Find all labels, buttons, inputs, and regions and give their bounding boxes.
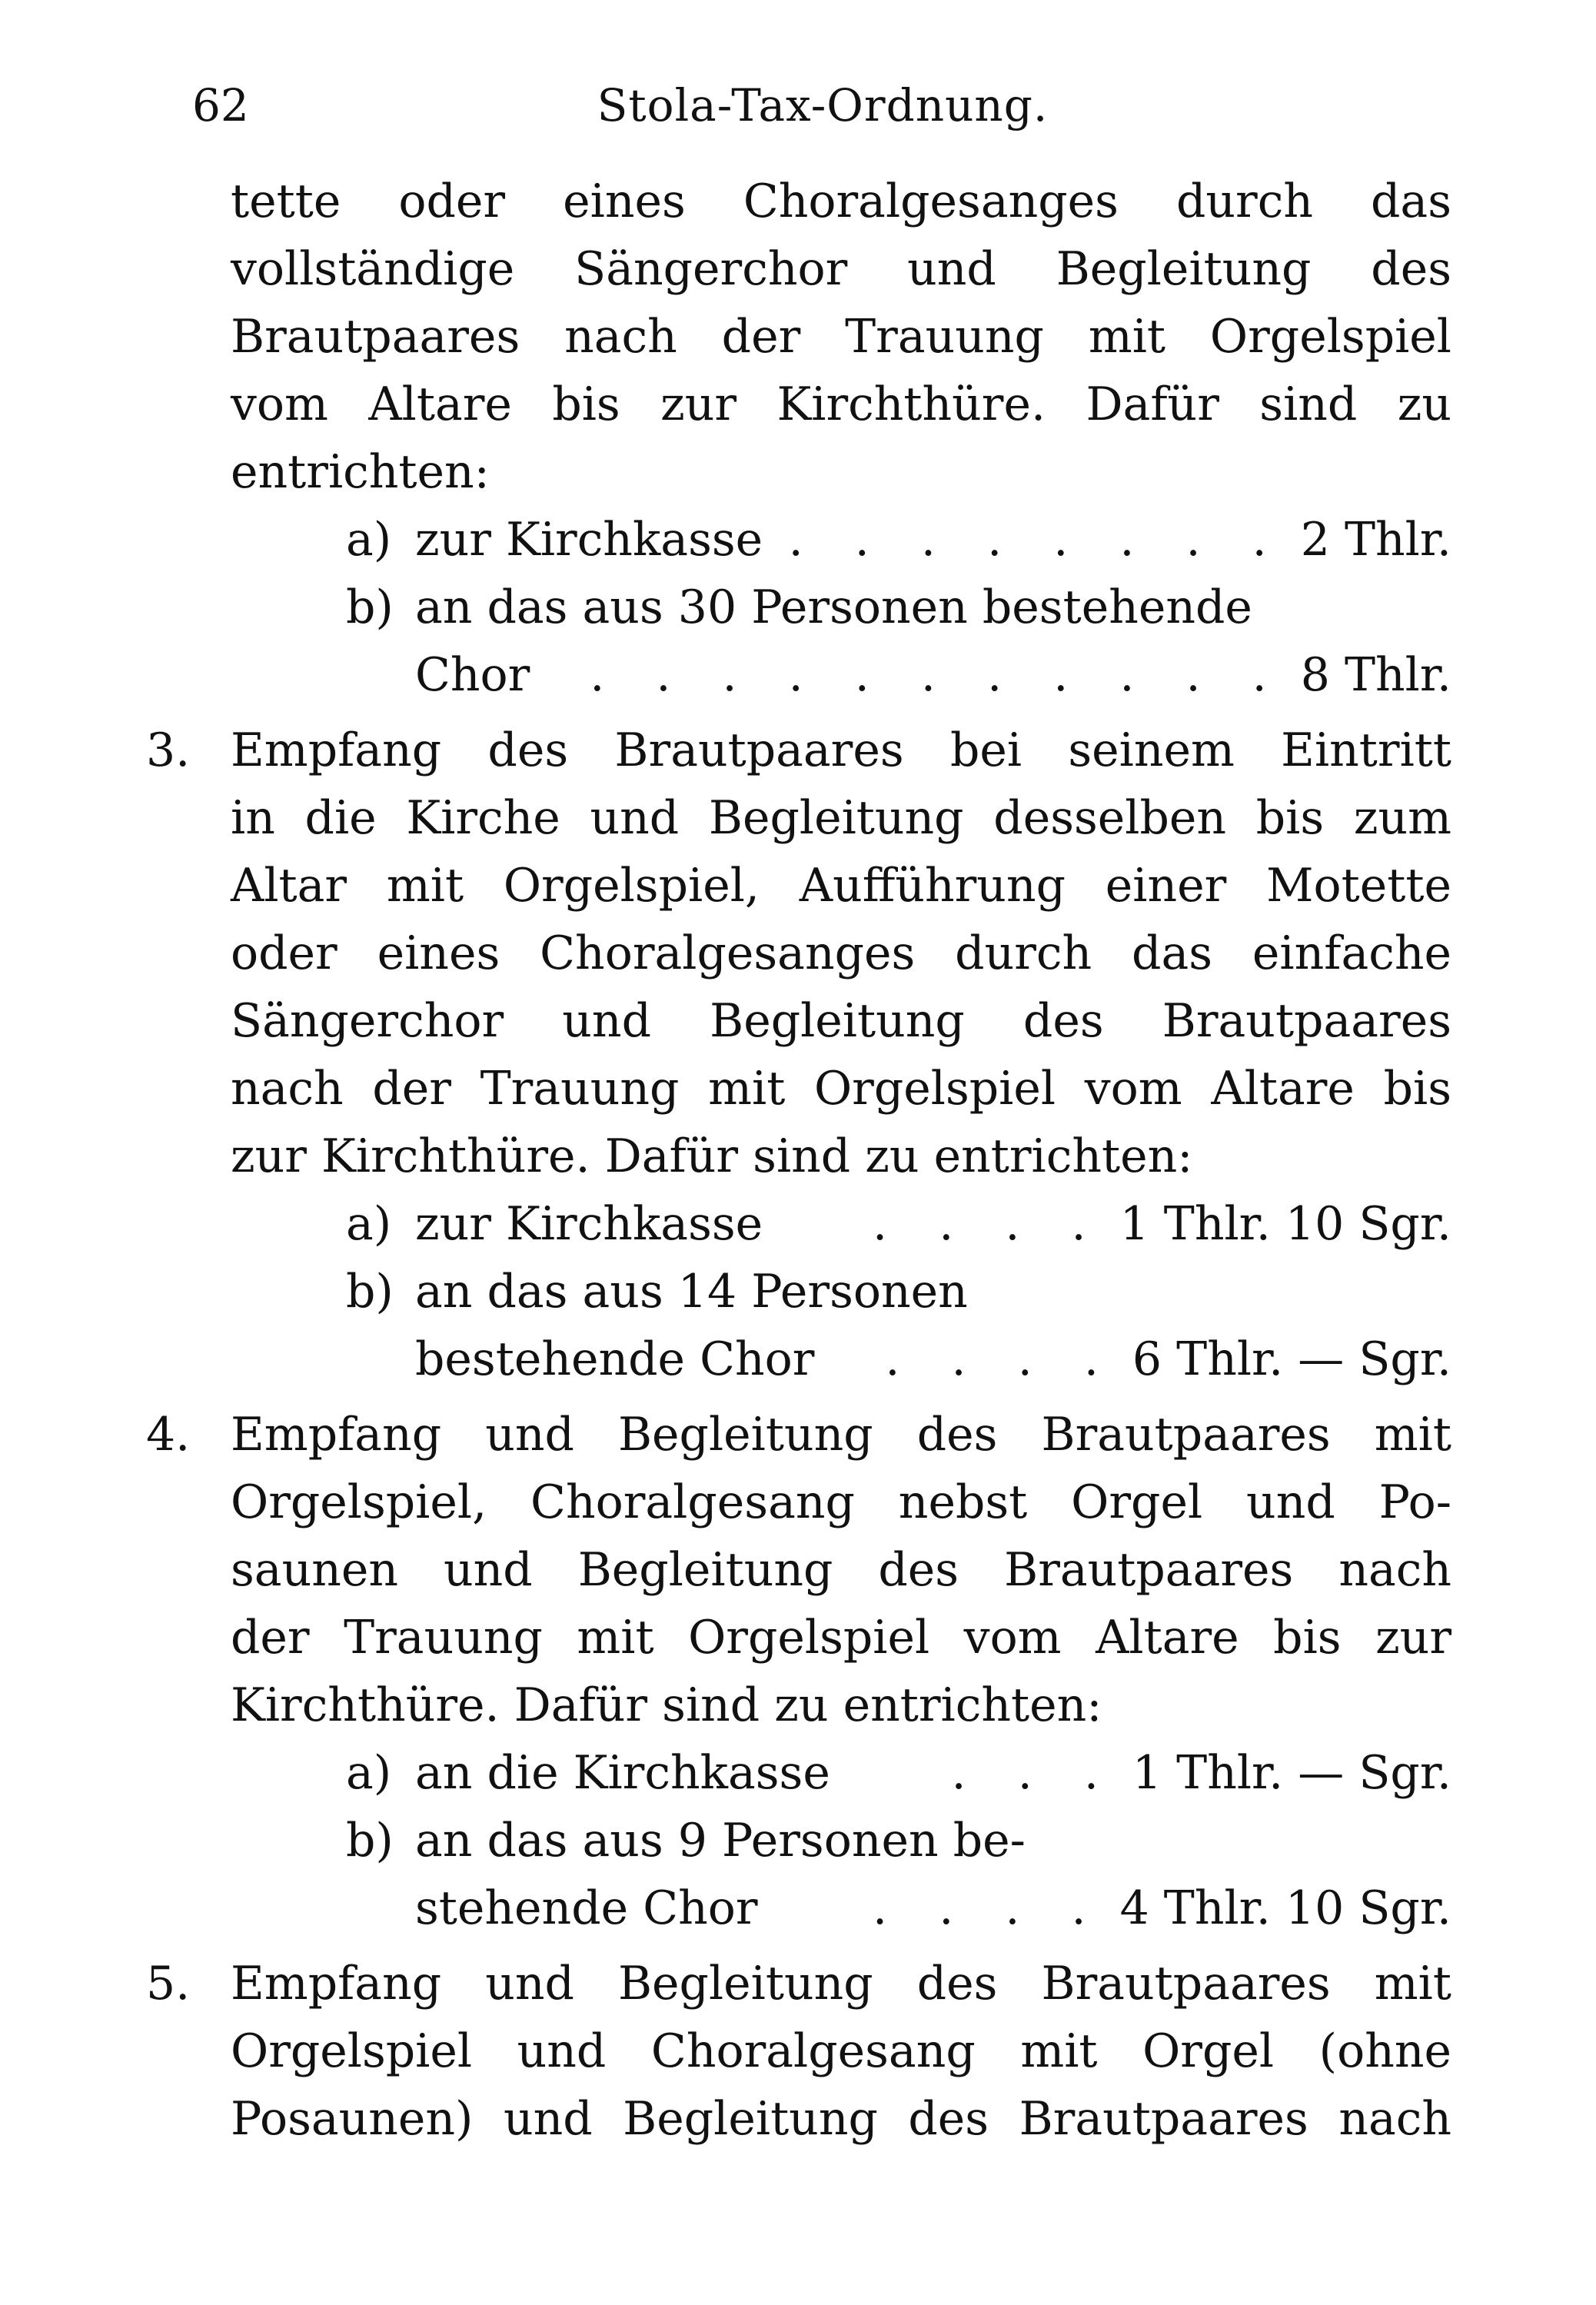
text-line: 3. Empfang des Brautpaares bei seinem Eintritt	[231, 717, 1451, 784]
text-line: in die Kirche und Begleitung desselben bis zum	[231, 791, 1451, 845]
text-line: tette oder eines Choralgesanges durch das	[231, 175, 1451, 228]
item-letter: b)	[346, 580, 394, 634]
item-text: an das aus 14 Personen	[415, 1265, 968, 1319]
text-line: vom Altare bis zur Kirchthüre. Dafür sind zu	[231, 378, 1451, 431]
text-line: Orgelspiel und Choralgesang mit Orgel (ohne	[231, 2024, 1451, 2078]
item-text: an das aus 30 Personen bestehende	[415, 580, 1252, 634]
item-text: zur Kirchkasse	[415, 1197, 763, 1251]
page-number: 62	[192, 79, 249, 131]
fee-item-continuation	[415, 641, 1451, 709]
item-letter: a)	[346, 513, 392, 567]
section-number: 3.	[146, 723, 191, 777]
fee-item-continuation	[415, 1874, 1451, 1942]
item-amount: 1 Thlr. 10 Sgr.	[1119, 1197, 1451, 1251]
text-line: Altar mit Orgelspiel, Aufführung einer Motette	[231, 859, 1451, 913]
item-text: zur Kirchkasse	[415, 513, 763, 567]
leader-dots: . . . .	[885, 1332, 1117, 1386]
text-line: Posaunen) und Begleitung des Brautpaares nach	[231, 2092, 1451, 2146]
leader-dots: . . . .	[873, 1197, 1105, 1251]
item-text: an die Kirchkasse	[415, 1746, 830, 1800]
leader-dots: . . . . . . . .	[788, 513, 1285, 567]
text-line: 4. Empfang und Begleitung des Brautpaares mit	[231, 1401, 1451, 1468]
text-line: zur Kirchthüre. Dafür sind zu entrichten:	[231, 1129, 1193, 1183]
item-text: bestehende Chor	[415, 1332, 815, 1386]
text-line: saunen und Begleitung des Brautpaares nach	[231, 1543, 1451, 1597]
item-amount: 2 Thlr.	[1300, 513, 1451, 567]
item-amount: 8 Thlr.	[1300, 648, 1451, 702]
fee-item	[346, 1190, 1451, 1258]
text-line: vollständige Sängerchor und Begleitung des	[231, 242, 1451, 296]
item-amount: 1 Thlr. — Sgr.	[1132, 1746, 1451, 1800]
text-line: oder eines Choralgesanges durch das einfache	[231, 926, 1451, 980]
leader-dots: . . . .	[873, 1881, 1105, 1935]
leader-dots: . . . . . . . . . . .	[590, 648, 1285, 702]
text-line: der Trauung mit Orgelspiel vom Altare bis zur	[231, 1611, 1451, 1665]
section-number: 5.	[146, 1957, 191, 2011]
item-letter: a)	[346, 1746, 392, 1800]
text-line: nach der Trauung mit Orgelspiel vom Altare bis	[231, 1062, 1451, 1116]
fee-item-continuation	[415, 1325, 1451, 1393]
text-line: Kirchthüre. Dafür sind zu entrichten:	[231, 1678, 1102, 1732]
running-title: Stola-Tax-Ordnung.	[597, 79, 1049, 131]
item-text: Chor	[415, 648, 530, 702]
item-letter: b)	[346, 1814, 394, 1868]
item-letter: a)	[346, 1197, 392, 1251]
text-line: Sängerchor und Begleitung des Brautpaares	[231, 994, 1451, 1048]
text-line: Orgelspiel, Choralgesang nebst Orgel und Po-	[231, 1475, 1451, 1529]
leader-dots: . . .	[951, 1746, 1117, 1800]
text-line: entrichten:	[231, 445, 490, 499]
fee-item	[346, 1739, 1451, 1807]
fee-item	[346, 574, 1451, 641]
item-letter: b)	[346, 1265, 394, 1319]
item-text: an das aus 9 Personen be-	[415, 1814, 1026, 1868]
running-head	[192, 71, 1453, 140]
section-number: 4.	[146, 1408, 191, 1462]
item-amount: 4 Thlr. 10 Sgr.	[1119, 1881, 1451, 1935]
item-text: stehende Chor	[415, 1881, 758, 1935]
fee-item	[346, 1807, 1451, 1874]
item-amount: 6 Thlr. — Sgr.	[1132, 1332, 1451, 1386]
fee-item	[346, 506, 1451, 574]
fee-item	[346, 1258, 1451, 1325]
text-line: Brautpaares nach der Trauung mit Orgelspiel	[231, 310, 1451, 364]
text-line: 5. Empfang und Begleitung des Brautpaares mit	[231, 1950, 1451, 2017]
